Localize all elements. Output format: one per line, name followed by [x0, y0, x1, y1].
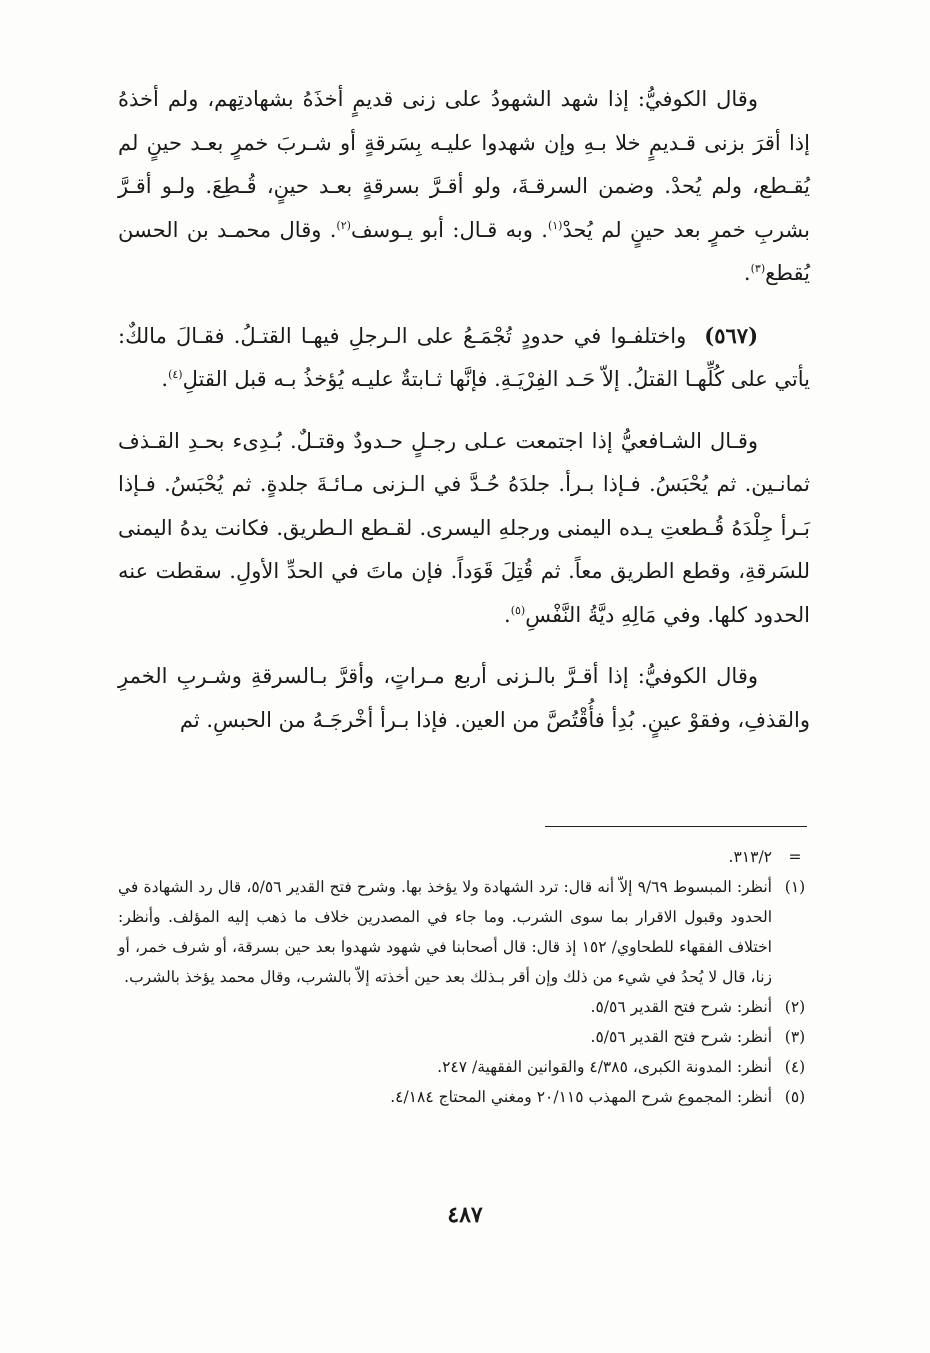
footnote-marker: (٣): [784, 1028, 806, 1046]
paragraph-4: [118, 655, 810, 742]
footnote-text: ٣١٣/٢.: [728, 848, 772, 866]
footnote-3: [118, 1022, 818, 1052]
footnote-text: أنظر: المبسوط ٩/٦٩ إلاّ أنه قال: ترد الشهادة ولا يؤخذ بها. وشرح فتح القدير ٥/٥٦، قال رد الشهادة في الحدود وقبول الاقرار بما سوى الشرب. وما جاء في المصدرين خلاف ما ذهب إليه المؤلف. وأنظر: اختلاف الفقهاء للطحاوي/ ١٥٢ إذ قال: قال أصحابنا في شهود شهدوا بعد حين بسرقة، أو شرف خمر، أو زنا، قال لا يُحدُ في شيء من ذلك وإن أقر بـذلك بعد حين أخذته إلاّ بالشرب، وقال محمد يؤخذ بالشرب.: [118, 878, 772, 986]
paragraph-1-text: وقال الكوفيُّ: إذا شهد الشهودُ على زنى قديمٍ أخذَهُ بشهادتِهم، ولم أخذهُ إذا أقرَ بزنى قـديمٍ خلا بـهِ وإن شهدوا عليـه بِسَرقةٍ أو شـربَ خمرٍ بعـد حينٍ لم يُقـطع، ولم يُحدْ. وضمن السرقـةَ، ولو أقـرَّ بسرقةٍ بعـد حينٍ، قُـطِعَ. ولـو أقـرَّ بشربِ خمرٍ بعد حينٍ لم يُحدْ: [118, 87, 810, 242]
paragraph-3-text: وقـال الشـافعيُّ إذا اجتمعت عـلى رجـلٍ حـدودٌ وقتـلٌ. بُـدِىء بحـدِ القـذف ثمانـين. ثم يُحْبَسُ. فـإذا بـرأ. جلدَهُ حُـدَّ في الـزنى مـائـةَ جلدةٍ. ثم يُحْبَسُ. فـإذا بَـرأ جِلْدَهُ قُـطعتِ يـده اليمنى ورجلهِ اليسرى. لقـطع الـطريق. فكانت يدهُ اليمنى للسَرقةِ، وقطع الطريق معاً. ثم قُتِلَ قَوَداً. فإن ماتَ في الحدِّ الأولِ. سقطت عنه الحدود كلها. وفي مَالِهِ ديَّةُ النَّفْسِ: [118, 428, 810, 627]
footnote-text: أنظر: المدونة الكبرى، ٤/٣٨٥ والقوانين الفقهية/ ٢٤٧.: [437, 1058, 772, 1076]
paragraph-3: [118, 420, 810, 638]
main-text: [118, 78, 810, 760]
footnotes: [118, 842, 818, 1112]
footnote-4: [118, 1052, 818, 1082]
page-number: ٤٨٧: [447, 1202, 483, 1228]
footnote-ref-3: (٣): [750, 262, 766, 275]
footnote-text: أنظر: شرح فتح القدير ٥/٥٦.: [590, 1028, 772, 1046]
paragraph-1-mid: . وبه قـال: أبو يـوسف: [350, 217, 548, 242]
footnote-divider: [545, 826, 807, 827]
footnote-marker: (٢): [784, 998, 806, 1016]
footnote-marker: (١): [784, 878, 806, 896]
footnote-ref-2: (٢): [336, 218, 351, 232]
footnote-1: [118, 872, 818, 992]
paragraph-2-text: واختلفـوا في حدودٍ تُجْمَـعُ على الـرجلِ فيهـا القتـلُ. فقـالَ مالكٌ: يأتي على كُلِّهـا القتلُ. إلاّ حَـد الفِرْيَـةِ. فإنَّها ثـابتةٌ عليـه يُؤخذُ بـه قبل القتلِ: [118, 323, 810, 391]
paragraph-4-text: وقال الكوفيُّ: إذا أقـرَّ بالـزنى أربع مـراتٍ، وأقرَّ بـالسرقةِ وشـربِ الخمرِ والقذفِ، وفقوْ عينٍ. بُدِأ فأُقْتُصَّ من العين. فإذا بـرأ أخْرجَـهُ من الحبسِ. ثم: [118, 664, 810, 732]
footnote-text: أنظر: المجموع شرح المهذب ٢٠/١١٥ ومغني المحتاج ٤/١٨٤.: [390, 1088, 772, 1106]
footnote-text: أنظر: شرح فتح القدير ٥/٥٦.: [590, 998, 772, 1016]
paragraph-2: [118, 314, 810, 402]
footnote-marker: =: [788, 848, 802, 866]
paragraph-1-end: . وقال محمـد بن الحسن يُقطع: [118, 217, 810, 285]
footnote-continuation: [118, 842, 818, 872]
footnote-ref-5: (٥): [510, 603, 526, 617]
footnote-marker: (٤): [784, 1058, 806, 1076]
footnote-5: [118, 1082, 818, 1112]
issue-number: (٥٦٧): [704, 322, 758, 348]
paragraph-1: [118, 78, 810, 296]
footnote-ref-4: (٤): [168, 368, 183, 381]
footnote-ref-1: (١): [547, 218, 563, 232]
footnote-marker: (٥): [784, 1088, 806, 1106]
paragraph-3-close: .: [504, 602, 511, 627]
paragraph-2-close: .: [161, 367, 169, 391]
paragraph-1-close: .: [743, 261, 751, 285]
footnote-2: [118, 992, 818, 1022]
